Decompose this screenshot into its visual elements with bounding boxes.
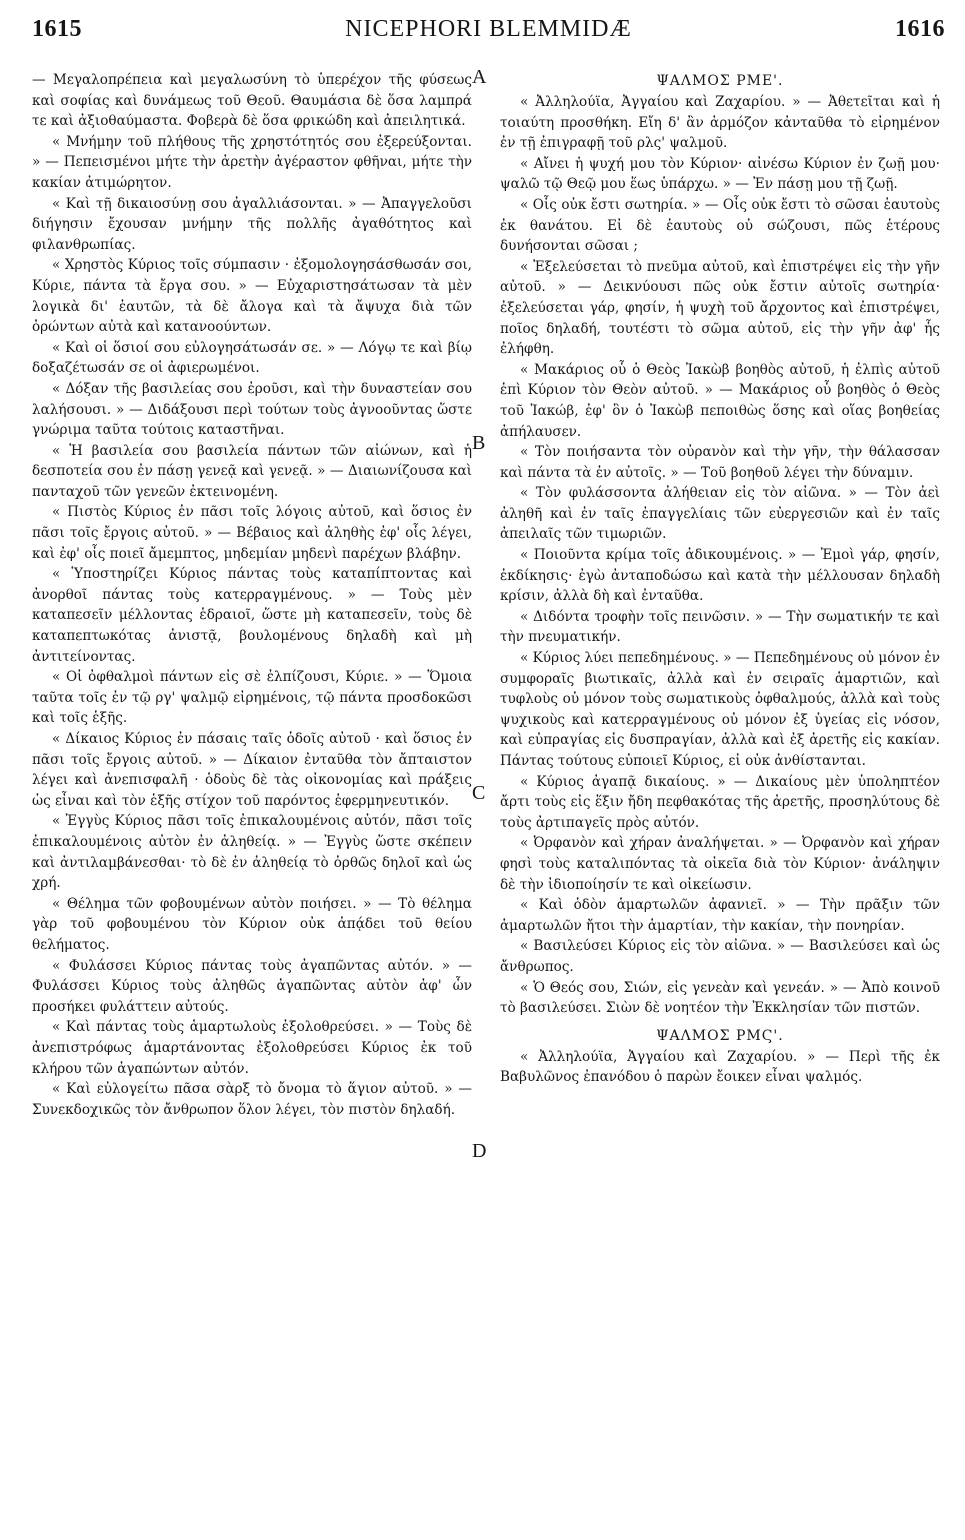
right-paragraph: « Κύριος λύει πεπεδημένους. » — Πεπεδημένους οὐ μόνον ἐν συμφοραῖς βιωτικαῖς, ἀλλὰ καὶ ἐν σειραῖς ἁμαρτιῶν, καὶ τυφλοὺς οὐ μόνον τοὺς σωματικοὺς ὀφθαλμούς, ἀλλὰ καὶ τοὺς ψυχικοὺς καὶ κατερραγμένους οὐ μόνον ἐξ ὑγείας εἰς νόσον, καὶ εὐπραγίας εἰς δυσπραγίαν, ἀλλὰ καὶ ἐξ ἀρετῆς εἰς κακίαν. Πάντας τούτους εὐποιεῖ Κύριος, εἰ οὐκ ἀνθίστανται.: [500, 650, 940, 769]
left-paragraph: « Πιστὸς Κύριος ἐν πᾶσι τοῖς λόγοις αὐτοῦ, καὶ ὅσιος ἐν πᾶσι τοῖς ἔργοις αὐτοῦ. » — Βέβαιος καὶ ἀληθὴς ἐφ' οἷς λέγει, καὶ ἐφ' οἷς ποιεῖ ἄμεμπτος, μηδεμίαν μηδενὶ παρέχων βλάβην.: [32, 504, 472, 562]
left-column: [32, 70, 472, 1120]
right-paragraph: « Ὀρφανὸν καὶ χήραν ἀναλήψεται. » — Ὀρφανὸν καὶ χήραν φησὶ τοὺς καταλιπόντας τὰ οἰκεῖα διὰ τὸν Κύριον· ἀνάληψιν δὲ τὴν ἰδιοποίησίν τε καὶ οἰκείωσιν.: [500, 835, 940, 893]
right-paragraph: « Μακάριος οὗ ὁ Θεὸς Ἰακὼβ βοηθὸς αὐτοῦ, ἡ ἐλπὶς αὐτοῦ ἐπὶ Κύριον τὸν Θεὸν αὐτοῦ. » — Μακάριος οὗ βοηθὸς ὁ Θεὸς τοῦ Ἰακώβ, ἐφ' ὃν ὁ Ἰακὼβ πεποιθὼς ὅσης καὶ οἵας βοηθείας ἀπήλαυσεν.: [500, 361, 940, 440]
right-paragraph: « Ἀλληλούϊα, Ἀγγαίου καὶ Ζαχαρίου. » — Ἀθετεῖται καὶ ἡ τοιαύτη προσθήκη. Εἴη δ' ἂν ἁρμόζον κἀνταῦθα τὸ εἰρημένον ἐν τῇ ἐπιγραφῇ τοῦ ρλς' ψαλμοῦ.: [500, 94, 940, 152]
left-paragraph: « Ἐγγὺς Κύριος πᾶσι τοῖς ἐπικαλουμένοις αὐτόν, πᾶσι τοῖς ἐπικαλουμένοις αὐτὸν ἐν ἀληθείᾳ. » — Ἐγγὺς ὥστε σκέπειν καὶ ἀντιλαμβάνεσθαι· τὸ δὲ ἐν ἀληθείᾳ τὸ ὀρθῶς δηλοῖ καὶ ὡς χρή.: [32, 813, 472, 892]
left-paragraph: « Ὑποστηρίζει Κύριος πάντας τοὺς καταπίπτοντας καὶ ἀνορθοῖ πάντας τοὺς κατερραγμένους. » — Τοὺς μὲν καταπεσεῖν μέλλοντας ἑδραιοῖ, ὥστε μὴ καταπεσεῖν, τοὺς δὲ καταπεπτωκότας ἀνιστᾷ, βουλομένους δηλαδὴ καὶ μὴ ἀντιτείνοντας.: [32, 566, 472, 665]
right-paragraph: « Διδόντα τροφὴν τοῖς πεινῶσιν. » — Τὴν σωματικήν τε καὶ τὴν πνευματικήν.: [500, 608, 940, 646]
running-title: NICEPHORI BLEMMIDÆ: [345, 16, 632, 42]
right-paragraph: « Ποιοῦντα κρίμα τοῖς ἀδικουμένοις. » — Ἐμοὶ γάρ, φησίν, ἐκδίκησις· ἐγὼ ἀνταποδώσω καὶ κατὰ τὴν μέλλουσαν δηλαδὴ κρίσιν, ἀλλὰ δὴ καὶ ἐνταῦθα.: [500, 547, 940, 605]
left-paragraph: « Οἱ ὀφθαλμοὶ πάντων εἰς σὲ ἐλπίζουσι, Κύριε. » — Ὅμοια ταῦτα τοῖς ἐν τῷ ργ' ψαλμῷ εἰρημένοις, τῷ πάντα προσδοκῶσι καὶ τοῖς ἑξῆς.: [32, 669, 472, 727]
left-paragraph: « Δίκαιος Κύριος ἐν πάσαις ταῖς ὁδοῖς αὐτοῦ · καὶ ὅσιος ἐν πᾶσι τοῖς ἔργοις αὐτοῦ. » — Δίκαιον ἐνταῦθα τὸν ἄπταιστον λέγει καὶ ἀνεπισφαλῆ · ὁδοὺς δὲ τὰς οἰκονομίας καὶ πράξεις ὡς εἶναι καὶ τὸν ἑξῆς στίχον τοῦ παρόντος ἑφερμηνευτικόν.: [32, 731, 472, 809]
right-paragraph: « Ἐξελεύσεται τὸ πνεῦμα αὐτοῦ, καὶ ἐπιστρέψει εἰς τὴν γῆν αὐτοῦ. » — Δεικνύουσι πῶς οὐκ ἔστιν αὐτοῖς σωτηρία· ἐξελεύσεται γάρ, φησίν, ἡ ψυχὴ τοῦ ἄρχοντος καὶ ἐπιστρέψει, ποῖος δηλαδή, τουτέστι τὸ σῶμα αὐτοῦ, εἰς τὴν γῆν ἀφ' ἧς ἐλήφθη.: [500, 258, 940, 358]
margin-marker-c: C: [472, 782, 486, 804]
right-column: [500, 70, 940, 1088]
right-paragraph: « Τὸν ποιήσαντα τὸν οὐρανὸν καὶ τὴν γῆν, τὴν θάλασσαν καὶ πάντα τὰ ἐν αὐτοῖς. » — Τοῦ βοηθοῦ λέγει τὴν δύναμιν.: [500, 444, 940, 481]
right-paragraph: « Οἷς οὐκ ἔστι σωτηρία. » — Οἷς οὐκ ἔστι τὸ σῶσαι ἑαυτοὺς ἐκ θανάτου. Εἰ δὲ ἑαυτοὺς οὐ σώζουσι, πῶς ἑτέρους δυνήσονται σῶσαι ;: [500, 196, 940, 255]
left-paragraph: « Θέλημα τῶν φοβουμένων αὐτὸν ποιήσει. » — Τὸ θέλημα γὰρ τοῦ φοβουμένου τὸν Κύριον οὐκ ἀπᾴδει τοῦ θείου θελήματος.: [32, 895, 472, 953]
right-paragraph: « Ἀλληλούϊα, Ἀγγαίου καὶ Ζαχαρίου. » — Περὶ τῆς ἐκ Βαβυλῶνος ἐπανόδου ὁ παρὼν ἔοικεν εἶναι ψαλμός.: [500, 1048, 940, 1086]
right-paragraph: « Τὸν φυλάσσοντα ἀλήθειαν εἰς τὸν αἰῶνα. » — Τὸν ἀεὶ ἀληθῆ καὶ ἐν ταῖς ἐπαγγελίαις τῶν εὐεργεσιῶν καὶ ἐν ταῖς ἀπειλαῖς τῶν τιμωριῶν.: [500, 485, 940, 543]
right-paragraph: « Αἴνει ἡ ψυχή μου τὸν Κύριον· αἰνέσω Κύριον ἐν ζωῇ μου· ψαλῶ τῷ Θεῷ μου ἕως ὑπάρχω. » — Ἐν πάσῃ μου τῇ ζωῇ.: [500, 155, 940, 193]
margin-marker-a: A: [472, 66, 487, 88]
left-paragraph: « Καὶ εὐλογείτω πᾶσα σὰρξ τὸ ὄνομα τὸ ἅγιον αὐτοῦ. » — Συνεκδοχικῶς τὸν ἄνθρωπον ὅλον λέγει, τὸν πιστὸν δηλαδή.: [32, 1081, 472, 1118]
left-paragraph: « Χρηστὸς Κύριος τοῖς σύμπασιν · ἐξομολογησάσθωσάν σοι, Κύριε, πάντα τὰ ἔργα σου. » — Εὐχαριστησάτωσαν τὰ μὲν λογικὰ δι' ἑαυτῶν, τὰ δὲ ἄλογα καὶ τὰ ἄψυχα διὰ τῶν ὁρώντων αὐτὰ καὶ κατανοούντων.: [32, 257, 472, 336]
left-paragraph: « Καὶ τῇ δικαιοσύνῃ σου ἀγαλλιάσονται. » — Ἀπαγγελοῦσι διήγησιν ἔχουσαν μνήμην τῆς πολλῆς ἀγαθότητος καὶ φιλανθρωπίας.: [32, 195, 472, 253]
left-paragraph: « Μνήμην τοῦ πλήθους τῆς χρηστότητός σου ἐξερεύξονται. » — Πεπεισμένοι μήτε τὴν ἀρετὴν ἀγέραστον φθῆναι, μήτε τὴν κακίαν ἀτιμώρητον.: [32, 133, 472, 191]
left-page-number: 1615: [32, 16, 82, 42]
right-paragraph: « Ὁ Θεός σου, Σιών, εἰς γενεὰν καὶ γενεάν. » — Ἀπὸ κοινοῦ τὸ βασιλεύσει. Σιὼν δὲ νοητέον τὴν Ἐκκλησίαν τῶν πιστῶν.: [500, 979, 940, 1017]
psalm-145-heading: ΨΑΛΜΟΣ ΡΜΕ'.: [656, 73, 784, 89]
left-paragraph: « Καὶ πάντας τοὺς ἁμαρτωλοὺς ἐξολοθρεύσει. » — Τοὺς δὲ ἀνεπιστρόφως ἁμαρτάνοντας ἐξολοθρεύσει Κύριος ἐκ τοῦ κλήρου τῶν ἀγαπώντων αὐτόν.: [32, 1019, 472, 1077]
page-header: [32, 16, 945, 52]
margin-marker-d: D: [472, 1140, 487, 1162]
psalm-146-heading: ΨΑΛΜΟΣ ΡΜϚ'.: [656, 1027, 784, 1044]
right-paragraph: « Κύριος ἀγαπᾷ δικαίους. » — Δικαίους μὲν ὑποληπτέον ἄρτι τοὺς εἰς ἕξιν ἤδη πεφθακότας τῆς ἀρετῆς, προσηλύτους δὲ τοὺς ἀρτιπαγεῖς πρὸς αὐτόν.: [500, 773, 940, 831]
right-paragraph: « Καὶ ὁδὸν ἁμαρτωλῶν ἀφανιεῖ. » — Τὴν πρᾶξιν τῶν ἁμαρτωλῶν ἤτοι τὴν ἁμαρτίαν, τὴν κακίαν, τὴν πονηρίαν.: [500, 897, 940, 934]
left-paragraph: « Καὶ οἱ ὅσιοί σου εὐλογησάτωσάν σε. » — Λόγῳ τε καὶ βίῳ δοξαζέτωσάν σε οἱ ἀφιερωμένοι.: [32, 339, 472, 377]
right-page-number: 1616: [895, 16, 945, 42]
left-paragraph: « Ἡ βασιλεία σου βασιλεία πάντων τῶν αἰώνων, καὶ ἡ δεσποτεία σου ἐν πάσῃ γενεᾷ καὶ γενεᾷ. » — Διαιωνίζουσα καὶ πανταχοῦ τῶν γενεῶν ἐκτεινομένη.: [32, 442, 472, 500]
left-paragraph: « Φυλάσσει Κύριος πάντας τοὺς ἀγαπῶντας αὐτόν. » — Φυλάσσει Κύριος τοὺς ἀληθῶς ἀγαπῶντας αὐτὸν ἀφ' ὧν προσήκει φυλάττειν αὐτούς.: [32, 957, 472, 1015]
left-paragraph: — Μεγαλοπρέπεια καὶ μεγαλωσύνη τὸ ὑπερέχον τῆς φύσεως καὶ σοφίας καὶ δυνάμεως τοῦ Θεοῦ. Θαυμάσια δὲ ὅσα λαμπρά τε καὶ ἀξιοθαύμαστα. Φοβερὰ δὲ ὅσα φρικώδη καὶ ἀπειλητικά.: [32, 72, 472, 130]
right-paragraph: « Βασιλεύσει Κύριος εἰς τὸν αἰῶνα. » — Βασιλεύσει καὶ ὡς ἄνθρωπος.: [500, 938, 940, 975]
margin-marker-b: B: [472, 432, 486, 454]
left-paragraph: « Δόξαν τῆς βασιλείας σου ἐροῦσι, καὶ τὴν δυναστείαν σου λαλήσουσι. » — Διδάξουσι περὶ τούτων τοὺς ἀγνοοῦντας ὥστε γνώριμα ταῦτα τούτοις καταστῆναι.: [32, 380, 472, 439]
